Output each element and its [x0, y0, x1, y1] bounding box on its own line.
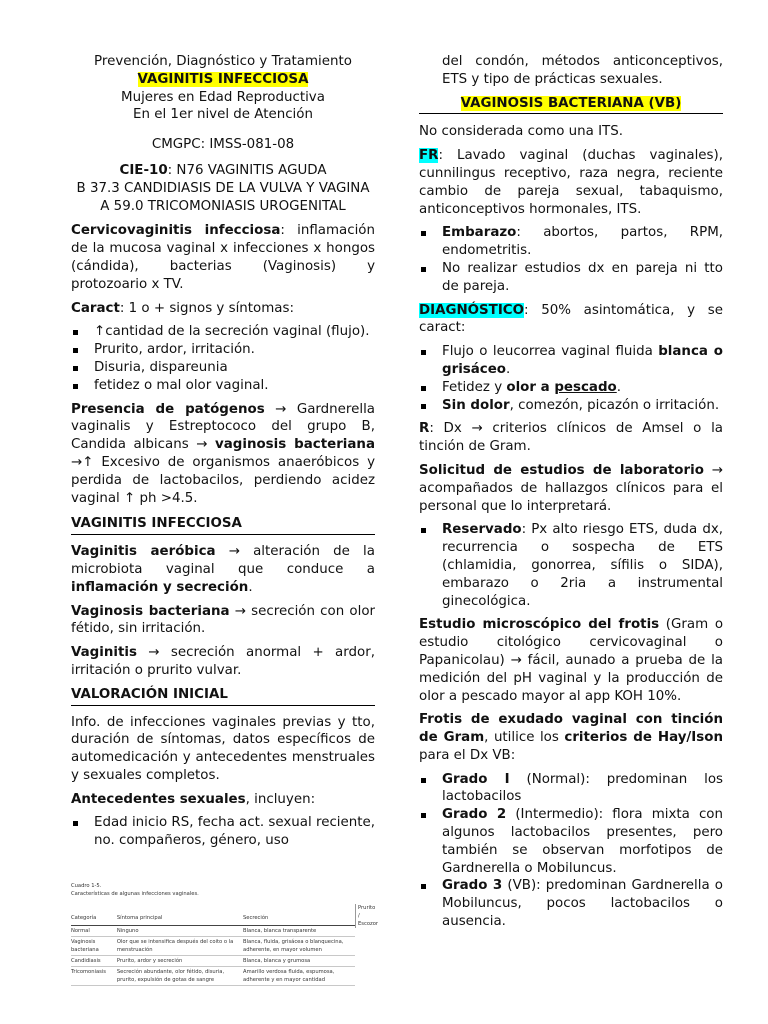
list-item [419, 771, 723, 807]
cie-line [71, 180, 375, 198]
table-header-cell: Síntoma principal [117, 911, 243, 926]
text-run: Cervicovaginitis infecciosa [71, 223, 281, 239]
table-cell: Amarillo verdosa fluida, espumosa, adherente y en mayor cantidad [243, 967, 355, 986]
aerobica-paragraph [71, 543, 375, 596]
list-item: fetidez o mal olor vaginal. [71, 377, 375, 395]
list-item [419, 521, 723, 610]
caract-paragraph [71, 300, 375, 318]
list-item: ↑cantidad de la secreción vaginal (flujo). [71, 323, 375, 341]
text-run: DIAGNÓSTICO [419, 302, 525, 318]
vb-heading-text: VAGINOSIS BACTERIANA (VB) [460, 95, 682, 111]
list-item: Prurito, ardor, irritación. [71, 341, 375, 359]
patogenos-paragraph [71, 401, 375, 508]
infections-table [71, 911, 355, 986]
text-run: No realizar estudios dx en pareja ni tto de pareja. [442, 260, 723, 294]
text-run: Antecedentes sexuales [71, 791, 246, 807]
text-run: → secreción anormal + ardor, irritación o prurito vulvar. [71, 645, 375, 678]
text-run: Sin dolor [442, 397, 510, 413]
text-run: R [419, 421, 430, 437]
diagnostico-list [419, 343, 723, 414]
cie-line [71, 198, 375, 216]
vaginal-infections-table-image [71, 882, 379, 1024]
text-run: Mujeres en Edad Reproductiva [121, 89, 325, 105]
table-cell: Blanca, fluida, grisácea o blanquecina, adherente, en mayor volumen [243, 937, 355, 956]
text-run: inflamación y secreción [71, 579, 249, 595]
text-run: Info. de infecciones vaginales previas y tto, duración de síntomas, datos específicos de automedicación y antecedentes menstruales y sexuales completos. [71, 714, 375, 783]
list-item [419, 343, 723, 379]
text-run: VAGINITIS INFECCIOSA [137, 71, 309, 87]
text-run: Reservado [442, 522, 522, 538]
text-run: En el 1er nivel de Atención [133, 107, 313, 123]
info-paragraph [71, 714, 375, 785]
antecedentes-paragraph [71, 791, 375, 809]
text-run: Grado I [442, 771, 510, 787]
reservado-list [419, 521, 723, 610]
list-item [419, 260, 723, 296]
text-run: Fetidez y [442, 379, 507, 395]
text-run: Caract [71, 300, 120, 316]
table-cell: Tricomoniasis [71, 967, 117, 986]
estudio-paragraph [419, 616, 723, 705]
title-block [71, 53, 375, 124]
text-run: : Dx → criterios clínicos de Amsel o la tinción de Gram. [419, 421, 723, 455]
text-run: (Intermedio): flora mixta con algunos lactobacilos presentes, pero también se observan morfotipos de Gardnerella o Mobiluncus. [442, 807, 723, 876]
text-run: A 59.0 TRICOMONIASIS UROGENITAL [100, 198, 346, 214]
text-run: : Px alto riesgo ETS, duda dx, recurrencia o sospecha de ETS (chlamidia, gonorrea, sífilis o SIDA), embarazo o 2ria a instrumental ginecológica. [442, 522, 723, 609]
solicitud-paragraph [419, 462, 723, 515]
text-run: Vaginosis bacteriana [71, 603, 230, 619]
table-extra-header: Prurito / Escozor [355, 904, 378, 928]
text-run: FR [419, 148, 439, 164]
text-run: → alteración de la microbiota vaginal que conduce a [71, 544, 375, 577]
antecedentes-list [71, 814, 375, 850]
text-run: , utilice los [484, 730, 565, 746]
table-header-cell: Secreción [243, 911, 355, 926]
right-column [419, 53, 723, 937]
list-item [419, 379, 723, 397]
text-run: Presencia de patógenos [71, 401, 265, 417]
fr-list [419, 224, 723, 295]
fr-paragraph [419, 147, 723, 218]
text-run: Solicitud de estudios de laboratorio [419, 462, 704, 478]
text-run: (VB): predominan Gardnerella o Mobiluncus, pocos lactobacilos o ausencia. [442, 878, 723, 930]
text-run: Prevención, Diagnóstico y Tratamiento [94, 54, 352, 69]
table-cell: Candidiasis [71, 956, 117, 967]
text-run: Vaginitis aeróbica [71, 544, 216, 560]
text-run: Estudio microscópico del frotis [419, 617, 660, 633]
text-run: Grado 2 [442, 807, 507, 823]
text-run: Frotis de exudado vaginal con tinción de Gram [419, 712, 723, 746]
valoracion-section-heading: VALORACIÓN INICIAL [71, 686, 375, 706]
text-run: (Gram o estudio citológico cervicovaginal o Papanicolau) → fácil, aunado a prueba de la medición del pH vaginal y la producción de olor a pescado mayor al app KOH 10%. [419, 617, 724, 704]
table-caption: Cuadro 1-5. [71, 883, 102, 889]
cie-block [71, 162, 375, 215]
cmgpc-code: CMGPC: IMSS-081-08 [151, 137, 295, 153]
grados-list [419, 771, 723, 931]
list-item: Edad inicio RS, fecha act. sexual reciente, no. compañeros, género, uso [71, 814, 375, 850]
no-its-line: No considerada como una ITS. [419, 124, 623, 140]
table-cell: Blanca, blanca y grumosa [243, 956, 355, 967]
vaginosis-paragraph [71, 603, 375, 639]
table-row [71, 956, 355, 967]
text-run: Flujo o leucorrea vaginal fluida [442, 344, 659, 360]
table-title: Características de algunas infecciones vaginales. [71, 891, 199, 897]
condon-continuation: del condón, métodos anticonceptivos, ETS y tipo de prácticas sexuales. [442, 54, 723, 87]
text-run: pescado [554, 379, 617, 395]
text-run: , incluyen: [245, 791, 316, 807]
text-run: . [248, 579, 253, 595]
table-cell: Vaginosis bacteriana [71, 937, 117, 956]
title-line [71, 106, 375, 124]
text-run: (Normal): predominan los lactobacilos [442, 771, 724, 805]
text-run: : Lavado vaginal (duchas vaginales), cunnilingus receptivo, raza negra, reciente cambio de pareja sexual, tabaquismo, anticonceptivos hormonales, ITS. [419, 148, 723, 217]
text-run: : abortos, partos, RPM, endometritis. [442, 225, 723, 259]
title-line-vaginitis [71, 71, 375, 89]
table-cell: Secreción abundante, olor fétido, disuria, prurito, expulsión de gotas de sangre [117, 967, 243, 986]
table-cell: Prurito, ardor y secreción [117, 956, 243, 967]
text-run: CIE-10 [119, 162, 168, 178]
table-header-cell: Categoría [71, 911, 117, 926]
text-run: vaginosis bacteriana [215, 437, 375, 453]
list-item [419, 877, 723, 930]
vaginitis-section-heading: VAGINITIS INFECCIOSA [71, 515, 375, 535]
text-run: . [616, 379, 622, 395]
text-run: , comezón, picazón o irritación. [509, 397, 720, 413]
text-run: → Gardnerella vaginalis y Estreptococo del grupo B, Candida albicans → [71, 401, 376, 453]
table-cell: Normal [71, 926, 117, 937]
text-run: → acompañados de hallazgos clínicos para el personal que lo interpretará. [419, 462, 723, 514]
table-body [71, 926, 355, 986]
text-run: : inflamación de la mucosa vaginal x infecciones x hongos (cándida), bacterias (Vaginosis) y protozoario x TV. [71, 223, 375, 292]
list-item: Disuria, dispareunia [71, 359, 375, 377]
table-cell: Ninguno [117, 926, 243, 937]
text-run: →↑ Excesivo de organismos anaeróbicos y perdida de lactobacilos, perdiendo acidez vaginal ↑ ph >4.5. [71, 454, 375, 506]
text-run: criterios de Hay/Ison [564, 730, 723, 746]
r-paragraph [419, 420, 723, 456]
text-run: blanca o grisáceo [442, 344, 723, 377]
title-line [71, 89, 375, 107]
list-item [419, 224, 723, 260]
diagnostico-paragraph [419, 302, 723, 338]
table-row [71, 937, 355, 956]
vb-section-heading [419, 95, 723, 115]
text-run: B 37.3 CANDIDIASIS DE LA VULVA Y VAGINA [76, 180, 370, 196]
text-run: : 50% asintomática, y se caract: [419, 302, 723, 336]
table-cell: Blanca, blanca transparente [243, 926, 355, 937]
list-item [419, 806, 723, 877]
symptoms-list [71, 323, 375, 394]
text-run: Grado 3 [442, 878, 503, 894]
text-run: Vaginitis [71, 645, 137, 661]
title-line [71, 53, 375, 71]
text-run: → secreción con olor fétido, sin irritación. [71, 603, 376, 637]
cie-line [71, 162, 375, 180]
table-row [71, 926, 355, 937]
left-column [71, 53, 375, 856]
text-run: : N76 VAGINITIS AGUDA [167, 162, 327, 178]
cervicovaginitis-paragraph [71, 222, 375, 293]
table-cell: Olor que se intensifica después del coito o la menstruación [117, 937, 243, 956]
text-run: : 1 o + signos y síntomas: [119, 300, 294, 316]
list-item [419, 397, 723, 415]
text-run: para el Dx VB: [419, 747, 516, 763]
text-run: . [506, 361, 511, 377]
frotis-paragraph [419, 711, 723, 764]
text-run: olor a [506, 379, 555, 395]
table-row [71, 967, 355, 986]
text-run: Embarazo [442, 225, 517, 241]
vaginitis-paragraph [71, 644, 375, 680]
table-header-row [71, 911, 355, 926]
